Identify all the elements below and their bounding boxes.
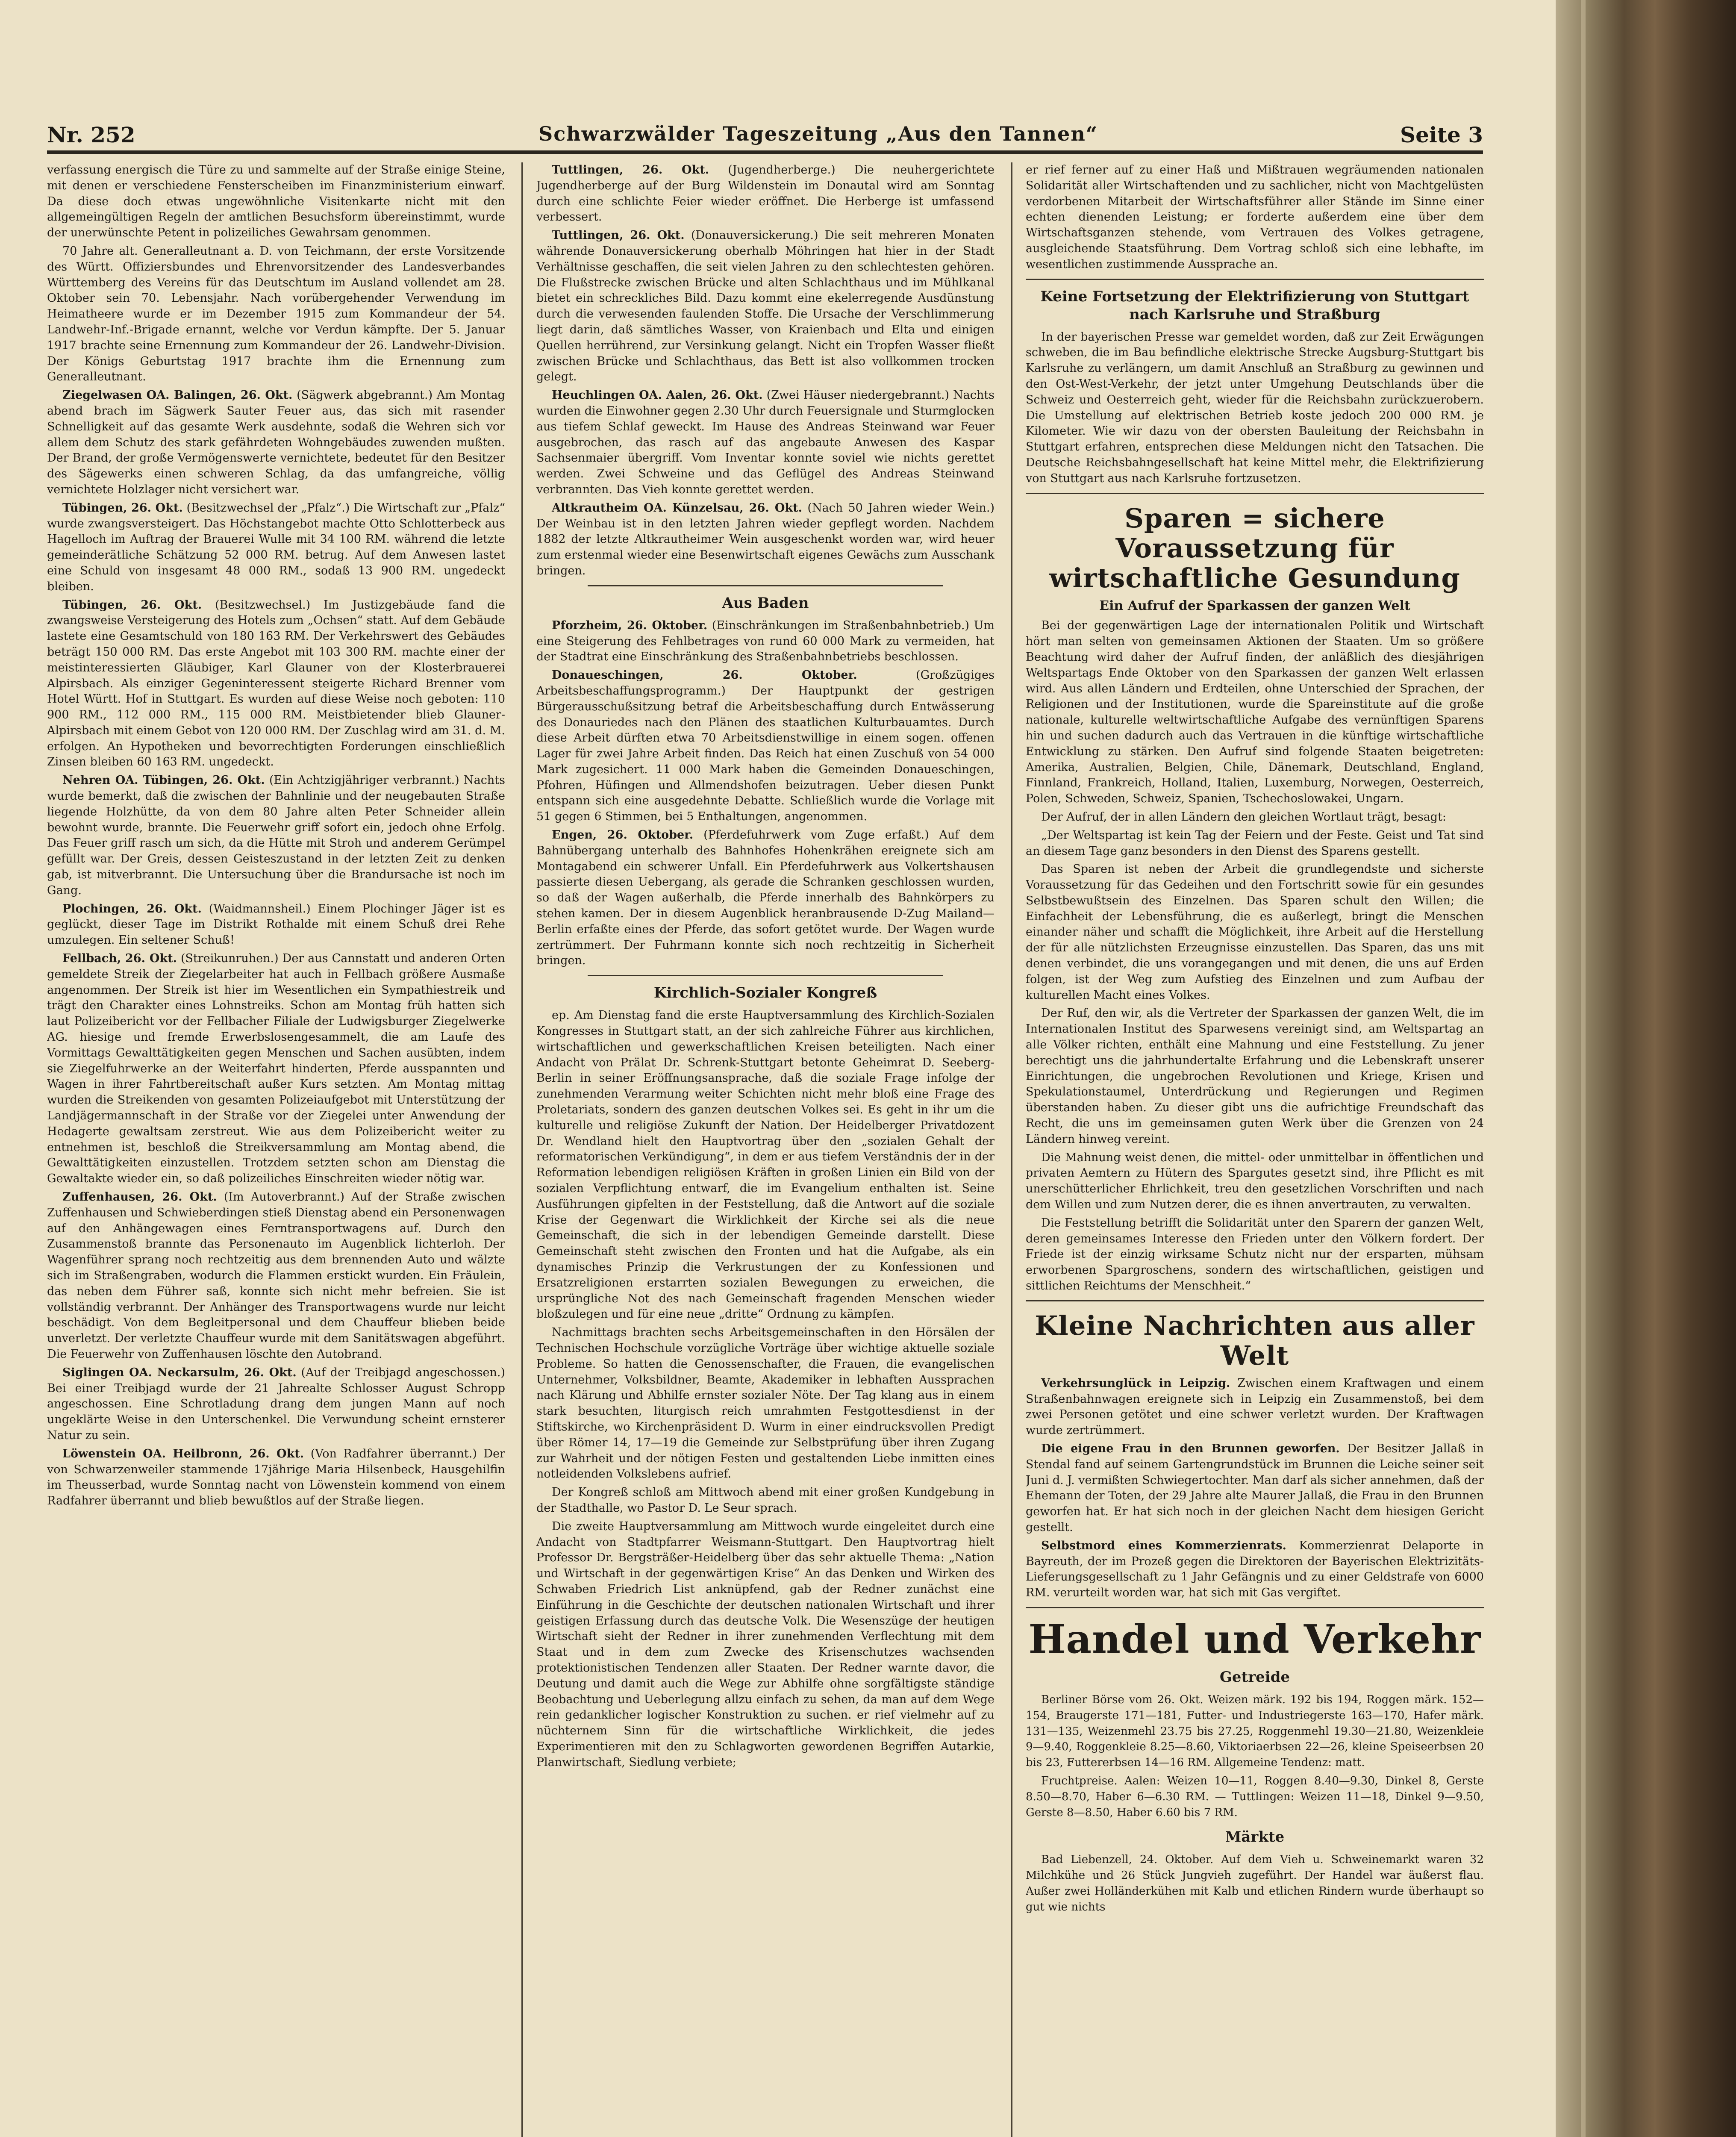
- section-heading-handel: Handel und Verkehr: [1028, 1616, 1481, 1662]
- news-item: [47, 773, 505, 898]
- dateline: Verkehrsunglück in Leipzig.: [1041, 1376, 1230, 1390]
- section-rule: [1026, 1607, 1484, 1608]
- news-item: [47, 388, 505, 498]
- news-body: (Pferdefuhrwerk vom Zuge erfaßt.) Auf dem Bahnübergang unterhalb des Bahnhofes Hohenkrähen ereignete sich am Montagabend ein schwerer Unfall. Ein Pferdefuhrwerk aus Volkertshausen passierte diesen Uebergang, als gerade die Schranken geschlossen wurden, so daß der Wagen außerhalb, die Pferde innerhalb des Bahnkörpers zu stehen kamen. Der in diesem Augenblick heranbrausende D-Zug Mailand—Berlin erfaßte eines der Pferde, das sofort getötet wurde. Der Wagen wurde zertrümmert. Der Fuhrmann konnte sich noch rechtzeitig in Sicherheit bringen.: [536, 828, 995, 968]
- article-text: Der Ruf, den wir, als die Vertreter der Sparkassen der ganzen Welt, die im Internationalen Institut des Sparwesens vereinigt sind, am Weltspartag an alle Völker richten, enthält eine Mahnung und eine Feststellung. Zu jener berechtigt uns die jahrhundertalte Erfahrung und die Lebenskraft unserer Einrichtungen, die ungebrochen Revolutionen und Kriege, Krisen und Spekulationstaumel, Unterdrückung und Regierungen und Regimen überstanden haben. Zu dieser gibt uns die aufrichtige Freundschaft das Recht, die uns im gemeinsamen guten Werk über die Grenzen von 24 Ländern hinweg vereint.: [1026, 1007, 1484, 1146]
- news-body: (Ein Achtzigjähriger verbrannt.) Nachts wurde bemerkt, daß die zwischen der Bahnlinie und der neugebauten Straße liegende Holzhütte, da von dem 80 Jahre alten Peter Schneider allein bewohnt wurde, brannte. Die Feuerwehr griff sofort ein, jedoch ohne Erfolg. Das Feuer griff rasch um sich, da die Hütte mit Stroh und anderem Gerümpel gefüllt war. Der Greis, dessen Geisteszustand in der letzten Zeit zu denken gab, ist mitverbrannt. Die Untersuchung über die Brandursache ist noch im Gang.: [47, 774, 505, 897]
- news-item: [536, 162, 995, 225]
- page-side: Seite 3: [1400, 122, 1483, 147]
- news-item: [47, 1189, 505, 1363]
- news-item: [536, 827, 995, 969]
- news-body: (Von Radfahrer überrannt.) Der von Schwarzenweiler stammende 17jährige Maria Hilsenbeck, Hausgehilfin im Theusserbad, wurde Sonntag nacht von Löwenstein kommend von einem Radfahrer überrannt und blieb bewußtlos auf der Straße liegen.: [47, 1447, 505, 1508]
- section-rule: [1026, 279, 1484, 280]
- dateline: Engen, 26. Oktober.: [552, 828, 694, 842]
- page-number: Nr. 252: [47, 122, 135, 147]
- article-text: „Der Weltspartag ist kein Tag der Feiern und der Feste. Geist und Tat sind an diesem Tage ganz besonders in den Dienst des Sparens gestellt.: [1026, 828, 1484, 858]
- news-item: [47, 500, 505, 595]
- article-text: 70 Jahre alt. Generalleutnant a. D. von Teichmann, der erste Vorsitzende des Württ. Offiziersbundes und Ehrenvorsitzender des Landesverbandes Württemberg des Vereins für das Deutschtum im Ausland vollendet am 28. Oktober sein 70. Lebensjahr. Nach vorübergehender Verwendung im Heimatheere wurde er im Dezember 1915 zum Kommandeur der 54. Landwehr-Inf.-Brigade ernannt, welche vor Verdun kämpfte. Der 5. Januar 1917 brachte seine Ernennung zum Kommandeur der 26. Landwehr-Division. Der Königs Geburtstag 1917 brachte ihm die Ernennung zum Generalleutnant.: [47, 244, 505, 384]
- dateline: Selbstmord eines Kommerzienrats.: [1041, 1539, 1286, 1552]
- news-body: (Zwei Häuser niedergebrannt.) Nachts wurden die Einwohner gegen 2.30 Uhr durch Feuersignale und Sturmglocken aus tiefem Schlaf geweckt. Im Hause des Andreas Steinwand war Feuer ausgebrochen, das rasch auf das angebaute Anwesen des Kaspar Sachsenmaier übergriff. Vom Inventar konnte soviel wie nichts gerettet werden. Zwei Schweine und das Geflügel des Andreas Steinwand verbrannten. Das Vieh konnte gerettet werden.: [536, 389, 995, 496]
- dateline: Altkrautheim OA. Künzelsau, 26. Okt.: [552, 501, 803, 515]
- column-rule: [1011, 162, 1012, 2137]
- news-item: [47, 1446, 505, 1509]
- dateline: Tuttlingen, 26. Okt.: [552, 229, 685, 242]
- book-binding: [1556, 0, 1736, 2137]
- news-item: [1026, 1441, 1484, 1536]
- news-body: (Sägwerk abgebrannt.) Am Montag abend brach im Sägwerk Sauter Feuer aus, das sich mit rasender Schnelligkeit auf das gesamte Werk ausdehnte, sodaß die Wehren sich vor allem dem Schutz des stark gefährdeten Wohngebäudes zuwenden mußten. Der Brand, der große Vermögenswerte vernichtete, bedeutet für den Besitzer des Sägewerks einen schweren Schlag, da das umfangreiche, völlig vernichtete Holzlager nicht versichert war.: [47, 389, 505, 496]
- section-heading-kongress: Kirchlich-Sozialer Kongreß: [653, 984, 877, 1002]
- column-2: [536, 162, 995, 2137]
- news-body: Kommerzienrat Delaporte in Bayreuth, der im Prozeß gegen die Direktoren der Bayerischen Elektrizitäts-Lieferungsgesellschaft zu 1 Jahr Gefängnis und zu einer Geldstrafe von 6000 RM. verurteilt worden war, hat sich mit Gas vergiftet.: [1026, 1539, 1484, 1600]
- news-item: [47, 901, 505, 948]
- article-text: Der Aufruf, der in allen Ländern den gleichen Wortlaut trägt, besagt:: [1041, 810, 1447, 824]
- header-rule: [47, 150, 1483, 154]
- news-body: (Im Autoverbrannt.) Auf der Straße zwischen Zuffenhausen und Schwieberdingen stieß Dienstag abend ein Personenwagen auf den Anhängewagen eines Ferntransportwagens auf. Durch den Zusammenstoß brannte das Personenauto im Augenblick lichterloh. Der Wagenführer sprang noch rechtzeitig aus dem brennenden Auto und wälzte sich im Straßengraben, wodurch die Flammen erstickt wurden. Ein Fräulein, das neben dem Führer saß, konnte sich nicht mehr befreien. Sie ist vollständig verbrannt. Der Anhänger des Transportwagens wurde nur leicht beschädigt. Von dem Begleitpersonal und dem Chauffeur blieben beide unverletzt. Der verletzte Chauffeur wurde mit dem Sanitätswagen abgeführt. Die Feuerwehr von Zuffenhausen löschte den Autobrand.: [47, 1190, 505, 1361]
- section-heading-sparen: Sparen = sichere Voraussetzung für wirtschaftliche Gesundung: [1049, 502, 1460, 594]
- article-text: Bei der gegenwärtigen Lage der internationalen Politik und Wirtschaft hört man selten von gemeinsamen Aktionen der Staaten. Um so größere Beachtung wird daher der Aufruf finden, der anläßlich des diesjährigen Weltspartags Ende Oktober von den Sparkassen der ganzen Welt erlassen wird. Aus allen Ländern und Erdteilen, ohne Unterschied der Sprachen, der Religionen und der Institutionen, wurde die Spareinstitute auf die große nationale, kulturelle weltwirtschaftliche Aufgabe des vernünftigen Sparens hin und suchen dadurch auch das Vertrauen in die künftige wirtschaftliche Entwicklung zu stärken. Den Aufruf sind folgende Staaten beigetreten: Amerika, Australien, Belgien, Chile, Dänemark, Deutschland, England, Finnland, Frankreich, Holland, Italien, Luxemburg, Norwegen, Oesterreich, Polen, Schweden, Schweiz, Spanien, Tschechoslowakei, Ungarn.: [1026, 619, 1484, 806]
- news-item: [536, 388, 995, 498]
- column-3: [1026, 162, 1484, 2137]
- dateline: Ziegelwasen OA. Balingen, 26. Okt.: [62, 389, 293, 402]
- subsection-heading-maerkte: Märkte: [1225, 1828, 1285, 1846]
- news-body: (Besitzwechsel der „Pfalz“.) Die Wirtschaft zur „Pfalz“ wurde zwangsversteigert. Das Höchstangebot machte Otto Schlotterbeck aus Hagelloch im Auftrag der Brauerei Wulle mit 34 100 RM. während die letzte gemeinderätliche Schätzung 52 000 RM. betrug. Auf dem Anwesen lastet eine Schuld von insgesamt 48 000 RM., sodaß 13 900 RM. ungedeckt bleiben.: [47, 501, 505, 593]
- dateline: Zuffenhausen, 26. Okt.: [62, 1190, 217, 1204]
- news-item: [47, 598, 505, 771]
- section-heading-elektrifizierung: Keine Fortsetzung der Elektrifizierung von Stuttgart nach Karlsruhe und Straßburg: [1040, 288, 1469, 323]
- column-rule: [521, 162, 523, 2137]
- news-body: (Einschränkungen im Straßenbahnbetrieb.) Um eine Steigerung des Fehlbetrages von rund 60 000 Mark zu vermeiden, hat der Stadtrat eine Einschränkung des Straßenbahnbetriebs beschlossen.: [536, 618, 995, 664]
- news-body: (Besitzwechsel.) Im Justizgebäude fand die zwangsweise Versteigerung des Hotels zum „Ochsen“ statt. Auf dem Gebäude lastete eine Gesamtschuld von 180 163 RM. Der Verkehrswert des Gebäudes beträgt 150 000 RM. Das erste Angebot mit 103 300 RM. machte einer der meistinteressierten Gläubiger, Karl Glauner von der Klosterbrauerei Alpirsbach. Als einziger Gegeninteressent steigerte Richard Brenner vom Hotel Württ. Hof in Stuttgart. Es wurden auf diese Weise noch geboten: 110 900 RM., 112 000 RM., 115 000 RM. Meistbietender blieb Glauner-Alpirsbach mit einem Gebot von 120 000 RM. Der Zuschlag wird am 31. d. M. erfolgen. An Hypotheken und bevorrechtigten Forderungen einschließlich Zinsen bleiben 60 163 RM. ungedeckt.: [47, 598, 505, 769]
- newspaper-title: Schwarzwälder Tageszeitung „Aus den Tannen“: [538, 122, 1098, 145]
- dateline: Tübingen, 26. Okt.: [62, 501, 183, 515]
- page-header: [47, 115, 1483, 149]
- dateline: Löwenstein OA. Heilbronn, 26. Okt.: [62, 1447, 304, 1460]
- dateline: Heuchlingen OA. Aalen, 26. Okt.: [552, 389, 763, 402]
- article-text: verfassung energisch die Türe zu und sammelte auf der Straße einige Steine, mit denen er verschiedene Fensterscheiben im Finanzministerium einwarf. Da diese doch etwas ungewöhnliche Visitenkarte nicht mit den allgemeingültigen Regeln der amtlichen Besuchsform übereinstimmt, wurde der unerwünschte Petent in polizeiliches Gewahrsam genommen.: [47, 163, 505, 240]
- news-item: [536, 500, 995, 579]
- news-body: (Nach 50 Jahren wieder Wein.) Der Weinbau ist in den letzten Jahren wieder gepflegt worden. Nachdem 1882 der letzte Altkrautheimer Wein ausgeschenkt worden war, wird heuer zum erstenmal wieder eine Besenwirtschaft eigenes Gewächs zum Ausschank bringen.: [536, 501, 995, 577]
- news-item: [1026, 1376, 1484, 1439]
- news-body: (Waidmannsheil.) Einem Plochinger Jäger ist es geglückt, dieser Tage im Distrikt Rothalde mit einem Schuß drei Rehe umzulegen. Ein seltener Schuß!: [47, 902, 505, 947]
- subsection-heading-getreide: Getreide: [1219, 1668, 1290, 1686]
- section-rule: [1026, 1300, 1484, 1301]
- section-heading-welt: Kleine Nachrichten aus aller Welt: [1035, 1310, 1475, 1371]
- news-item: [47, 1365, 505, 1444]
- news-item: [536, 228, 995, 385]
- news-body: Zwischen einem Kraftwagen und einem Straßenbahnwagen ereignete sich in Leipzig ein Zusammenstoß, bei dem zwei Personen getötet und eine schwer verletzt wurden. Der Kraftwagen wurde zertrümmert.: [1026, 1376, 1484, 1437]
- article-text: Das Sparen ist neben der Arbeit die grundlegendste und sicherste Voraussetzung für das Gedeihen und den Fortschritt sowie für ein gesundes Selbstbewußtsein des Einzelnen. Das Sparen schult den Willen; die Einfachheit der Lebensführung, die es außerlegt, bringt die Menschen einander näher und schafft die Möglichkeit, ihre Arbeit auf die Herstellung der für alle nützlichsten Erzeugnisse einzustellen. Das Sparen, das uns mit denen verbindet, die uns vorangegangen und mit denen, die uns auf Erden folgen, ist der Weg zum Aufstieg des Einzelnen und zum Aufbau der kulturellen Macht eines Volkes.: [1026, 862, 1484, 1002]
- dateline: Pforzheim, 26. Oktober.: [552, 618, 708, 632]
- news-body: (Donauversickerung.) Die seit mehreren Monaten währende Donauversickerung oberhalb Möhringen hat hier in der Stadt Verhältnisse geschaffen, die seit vielen Jahren zu den schlechtesten gehören. Die Flußstrecke zwischen Brücke und alten Schlachthaus und im Mühlkanal bietet ein schreckliches Bild. Dazu kommt eine ekelerregende Ausdünstung durch die verwesenden faulenden Stoffe. Die Ursache der Verschlimmerung liegt darin, daß sämtliches Wasser, von Kraienbach und Elta und einigen Quellen herrührend, zur Versinkung gelangt. Nicht ein Tropfen Wasser fließt zwischen Brücke und Schlachthaus, das Bett ist also vollkommen trocken gelegt.: [536, 229, 995, 384]
- news-body: (Streikunruhen.) Der aus Cannstatt und anderen Orten gemeldete Streik der Ziegelarbeiter hat auch in Fellbach größere Ausmaße angenommen. Der Streik ist hier im Wesentlichen ein Sympathiestreik und trägt den Charakter eines Lohnstreiks. Schon am Montag früh hatten sich laut Polizeibericht vor der Fellbacher Filiale der Ludwigsburger Ziegelwerke AG. hiesige und fremde Erwerbslosengesammelt, die am Laufe des Vormittags Gewalttätigkeiten gegen Menschen und Sachen ausübten, indem sie Ziegelfuhrwerke an der Weiterfahrt hinderten, Pferde ausspannten und Wagen in ihrer Fahrtbereitschaft außer Kurs setzten. Am Montag mittag wurden die Streikenden von gesamten Polizeiaufgebot mit Unterstützung der Landjägermannschaft in der Straße vor der Ziegelei unter Anwendung der Hedagerte gewaltsam zerstreut. Wie aus dem Polizeibericht weiter zu entnehmen ist, beschloß die Streikversammlung am Montag abend, die Gewalttätigkeiten einzustellen. Trotzdem setzten schon am Dienstag die Gewaltakte wieder ein, so daß polizeiliches Einschreiten wieder nötig war.: [47, 952, 505, 1186]
- article-text: Die Feststellung betrifft die Solidarität unter den Sparern der ganzen Welt, deren gemeinsames Interesse den Frieden unter den Völkern fordert. Der Friede ist der einzig wirksame Schutz nicht nur der ersparten, mühsam erworbenen Spargroschens, sondern des wirtschaftlichen, geistigen und sittlichen Reichtums der Menschheit.“: [1026, 1216, 1484, 1293]
- market-report: Bad Liebenzell, 24. Oktober. Auf dem Vieh u. Schweinemarkt waren 32 Milchkühe und 26 Stück Jungvieh zugeführt. Der Handel war äußerst flau. Außer zwei Holländerkühen mit Kalb und etlichen Rindern wurde überhaupt so gut wie nichts: [1026, 1853, 1484, 1913]
- dateline: Nehren OA. Tübingen, 26. Okt.: [62, 774, 265, 787]
- article-text: Die Mahnung weist denen, die mittel- oder unmittelbar in öffentlichen und privaten Aemtern zu Hütern des Spargutes gesetzt sind, ihre Pflicht es mit unerschütterlicher Ehrlichkeit, treu den gesetzlichen Vorschriften und nach dem Willen und zum Nutzen derer, die es ihnen anvertrauten, zu verwalten.: [1026, 1151, 1484, 1212]
- article-text: Der Kongreß schloß am Mittwoch abend mit einer großen Kundgebung in der Stadthalle, wo Pastor D. Le Seur sprach.: [536, 1486, 995, 1515]
- news-item: [47, 951, 505, 1187]
- section-rule: [588, 975, 943, 976]
- dateline: Tübingen, 26. Okt.: [62, 598, 202, 612]
- dateline: Fellbach, 26. Okt.: [62, 952, 177, 965]
- news-item: [1026, 1538, 1484, 1601]
- article-text: Die zweite Hauptversammlung am Mittwoch wurde eingeleitet durch eine Andacht von Stadtpfarrer Weismann-Stuttgart. Den Hauptvortrag hielt Professor Dr. Bergsträßer-Heidelberg über das sehr aktuelle Thema: „Nation und Wirtschaft in der gegenwärtigen Krise“ An das Denken und Wirken des Schwaben Friedrich List anknüpfend, gab der Redner zunächst eine Einführung in die Geschichte der deutschen nationalen Wirtschaft und ihrer geistigen Erfassung durch das deutsche Volk. Die Wesenszüge der heutigen Wirtschaft sieht der Redner in ihrer zunehmenden Verflechtung mit dem Staat und in dem zum Zwecke des Krisenschutzes wachsenden protektionistischen Tendenzen aller Staaten. Der Redner warnte davor, die Deutung und damit auch die Wege zur Abhilfe ohne sorgfältigste ständige Beobachtung und Ueberlegung allzu einfach zu sehen, da man auf dem Wege rein gedanklicher logischer Konstruktion zu suchen. er rief vielmehr auf zu nüchternem Sinn für die wirtschaftliche Wirklichkeit, die jedes Experimentieren mit den zu Schlagworten gewordenen Begriffen Autarkie, Planwirtschaft, Siedlung verbiete;: [536, 1519, 995, 1769]
- article-text: In der bayerischen Presse war gemeldet worden, daß zur Zeit Erwägungen schweben, die im Bau befindliche elektrische Strecke Augsburg-Stuttgart bis Karlsruhe zu verlängern, um damit Anschluß an Straßburg zu gewinnen und den Ost-West-Verkehr, der jetzt unter Umgehung Deutschlands über die Schweiz und Oesterreich geht, wieder für die Reichsbahn zurückzuerobern. Die Umstellung auf elektrischen Betrieb koste jedoch 200 000 RM. je Kilometer. Wie wir dazu von der obersten Bauleitung der Reichsbahn in Stuttgart erfahren, entsprechen diese Meldungen nicht den Tatsachen. Die Deutsche Reichsbahngesellschaft hat keine Mittel mehr, die Elektrifizierung von Stuttgart aus nach Karlsruhe fortzusetzen.: [1026, 330, 1484, 485]
- section-rule: [588, 585, 943, 586]
- news-item: [536, 668, 995, 825]
- news-item: [536, 618, 995, 665]
- binding-edge: [1581, 0, 1586, 2137]
- market-report: Fruchtpreise. Aalen: Weizen 10—11, Roggen 8.40—9.30, Dinkel 8, Gerste 8.50—8.70, Haber 6—6.30 RM. — Tuttlingen: Weizen 11—18, Dinkel 9—9.50, Gerste 8—8.50, Haber 6.60 bis 7 RM.: [1026, 1774, 1484, 1819]
- market-report: Berliner Börse vom 26. Okt. Weizen märk. 192 bis 194, Roggen märk. 152—154, Braugerste 171—181, Futter- und Industriegerste 163—170, Hafer märk. 131—135, Weizenmehl 23.75 bis 27.25, Roggenmehl 19.30—21.80, Weizenkleie 9—9.40, Roggenkleie 8.25—8.60, Viktoriaerbsen 22—26, kleine Speiseerbsen 20 bis 23, Futtererbsen 14—16 RM. Allgemeine Tendenz: matt.: [1026, 1693, 1484, 1769]
- dateline: Die eigene Frau in den Brunnen geworfen.: [1041, 1442, 1340, 1455]
- dateline: Donaueschingen, 26. Oktober.: [552, 668, 857, 682]
- news-body: (Jugendherberge.) Die neuhergerichtete Jugendherberge auf der Burg Wildenstein im Donautal wird am Sonntag durch eine schlichte Feier wieder eröffnet. Die Herberge ist umfassend verbessert.: [536, 163, 995, 224]
- dateline: Siglingen OA. Neckarsulm, 26. Okt.: [62, 1366, 297, 1379]
- dateline: Plochingen, 26. Okt.: [62, 902, 202, 915]
- section-heading-baden: Aus Baden: [722, 594, 809, 612]
- section-rule: [1026, 493, 1484, 494]
- article-text: ep. Am Dienstag fand die erste Hauptversammlung des Kirchlich-Sozialen Kongresses in Stuttgart statt, an der sich zahlreiche Führer aus kirchlichen, wirtschaftlichen und gewerkschaftlichen Kreisen beteiligten. Nach einer Andacht von Prälat Dr. Schrenk-Stuttgart betonte Geheimrat D. Seeberg-Berlin in seiner Eröffnungsansprache, daß die soziale Frage infolge der zunehmenden Verarmung weiter Schichten nicht mehr bloß eine Frage des Proletariats, sondern des ganzen deutschen Volkes sei. Es geht in ihr um die kulturelle und religiöse Zukunft der Nation. Der Heidelberger Privatdozent Dr. Wendland hielt den Hauptvortrag über den „sozialen Gehalt der reformatorischen Verkündigung“, in dem er aus tiefem Verständnis der in der Reformation lebendigen religiösen Kräften in großen Linien ein Bild von der sozialen Verpflichtung entwarf, die im Evangelium enthalten ist. Seine Ausführungen gipfelten in der Feststellung, daß die Antwort auf die soziale Krise der Gegenwart die Wirklichkeit der Kirche sei als die neue Gemeinschaft, die sich in der lebendigen Gemeinde darstellt. Diese Gemeinschaft steht zwischen den Fronten und hat die Aufgabe, als ein dynamisches Prinzip die Verkrustungen der zu Konfessionen und Ersatzreligionen erstarrten sozialen Bewegungen zu erweichen, die ursprüngliche Not des nach Gemeinschaft fragenden Menschen wieder bloßzulegen und für eine neue „dritte“ Ordnung zu kämpfen.: [536, 1009, 995, 1321]
- news-body: (Auf der Treibjagd angeschossen.) Bei einer Treibjagd wurde der 21 Jahrealte Schlosser August Schropp angeschossen. Eine Schrotladung drang dem jungen Mann auf noch ungeklärte Weise in den Unterschenkel. Die Verwundung scheint ernsterer Natur zu sein.: [47, 1366, 505, 1442]
- dateline: Tuttlingen, 26. Okt.: [552, 163, 709, 177]
- article-text: er rief ferner auf zu einer Haß und Mißtrauen wegräumenden nationalen Solidarität aller Wirtschaftenden und zu sachlicher, nicht von Machtgelüsten verdorbenen Mitarbeit der Wirtschaftsführer aller Stände im Sinne einer echten dienenden Leistung; er forderte außerdem eine über dem Wirtschaftsganzen stehende, vom Vertrauen des Volkes getragene, ausgleichende Staatsführung. Dem Vortrag schloß sich eine lebhafte, im wesentlichen zustimmende Aussprache an.: [1026, 163, 1484, 271]
- news-body: (Großzügiges Arbeitsbeschaffungsprogramm.) Der Hauptpunkt der gestrigen Bürgerausschußsitzung betraf die Arbeitsbeschaffung durch Entwässerung des Donauriedes nach den Plänen des staatlichen Kulturbauamtes. Durch diese Arbeit dürften etwa 70 Arbeitsdienstwillige in einem sogen. offenen Lager für zwei Jahre Arbeit finden. Das Reich hat einen Zuschuß von 54 000 Mark zugesichert. 11 000 Mark haben die Gemeinden Donaueschingen, Pfohren, Hüfingen und Allmendshofen beizutragen. Ueber diesen Punkt entspann sich eine ausgedehnte Debatte. Schließlich wurde die Vorlage mit 51 gegen 6 Stimmen, bei 5 Enthaltungen, angenommen.: [536, 668, 995, 824]
- news-body: Der Besitzer Jallaß in Stendal fand auf seinem Gartengrundstück im Brunnen die Leiche seiner seit Juni d. J. vermißten Schwiegertochter. Man darf als sicher annehmen, daß der Ehemann der Toten, der 29 Jahre alte Maurer Jallaß, die Frau in den Brunnen geworfen hat. Er hat sich noch in der gleichen Nacht dem hiesigen Gericht gestellt.: [1026, 1442, 1484, 1534]
- article-text: Nachmittags brachten sechs Arbeitsgemeinschaften in den Hörsälen der Technischen Hochschule vorzügliche Vorträge über wichtige aktuelle soziale Probleme. So hatten die Genossenschafter, die Frauen, die evangelischen Unternehmer, Volksbildner, Beamte, Akademiker in lebhaften Aussprachen nach Klärung und Abhilfe ernster sozialer Nöte. Der Tag klang aus in einem stark besuchten, liturgisch reich umrahmten Festgottesdienst in der Stiftskirche, wo Kirchenpräsident D. Wurm in einer eindrucksvollen Predigt über Römer 14, 17—19 die Gemeinde zur Selbstprüfung über ihren Zugang zur Wahrheit und der nötigen Festen und gestaltenden Liebe inmitten eines notleidenden Volkslebens aufrief.: [536, 1326, 995, 1481]
- column-1: [47, 162, 505, 2137]
- section-subheading: Ein Aufruf der Sparkassen der ganzen Welt: [1099, 598, 1410, 613]
